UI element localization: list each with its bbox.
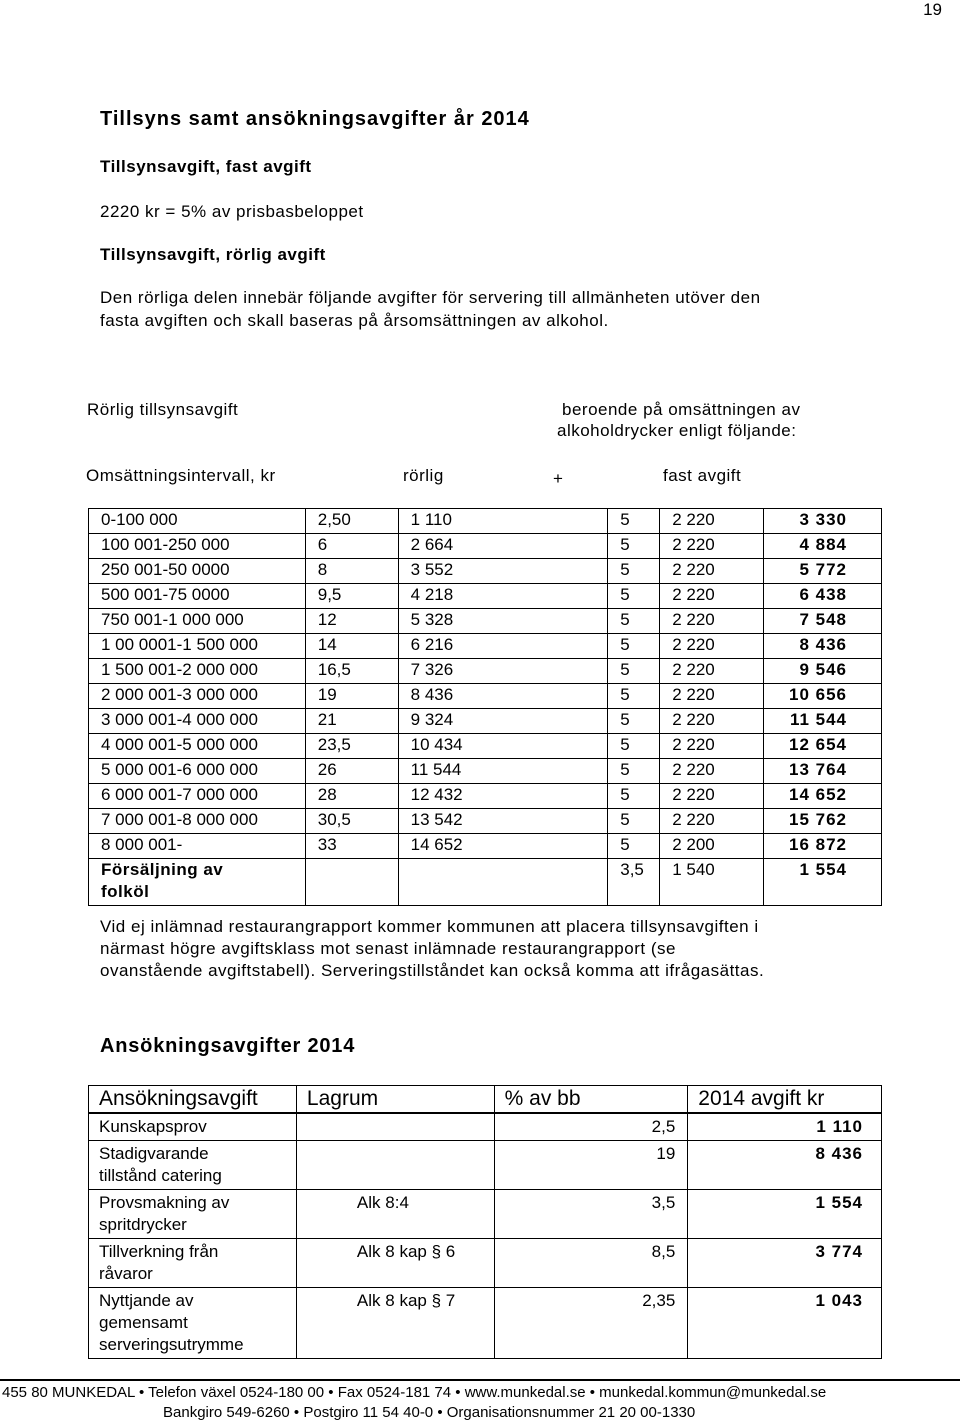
table-header-row bbox=[89, 1086, 882, 1114]
fixed-fee-cell: 2 220 bbox=[660, 759, 764, 784]
percent-cell: 3,5 bbox=[494, 1190, 688, 1239]
table-row bbox=[89, 709, 882, 734]
percent-cell: 8,5 bbox=[494, 1239, 688, 1288]
fixed-percent-cell: 5 bbox=[608, 534, 660, 559]
note-line-2: närmast högre avgiftsklass mot senast inlämnade restaurangrapport (se bbox=[100, 939, 676, 958]
total-fee-cell: 14 652 bbox=[764, 784, 882, 809]
fixed-percent-cell: 5 bbox=[608, 709, 660, 734]
variable-percent-cell: 21 bbox=[305, 709, 398, 734]
table-row bbox=[89, 1141, 882, 1190]
table-row bbox=[89, 634, 882, 659]
variable-fee-cell: 13 542 bbox=[398, 809, 608, 834]
variable-percent-cell: 14 bbox=[305, 634, 398, 659]
variable-fee-cell: 7 326 bbox=[398, 659, 608, 684]
fee-name-line: gemensamt bbox=[99, 1313, 188, 1332]
variable-percent-cell: 9,5 bbox=[305, 584, 398, 609]
fixed-fee-cell: 2 220 bbox=[660, 684, 764, 709]
variable-fee-paragraph-line-2: fasta avgiften och skall baseras på årsomsättningen av alkohol. bbox=[100, 311, 609, 330]
table-row bbox=[89, 659, 882, 684]
fee-name-cell bbox=[89, 1190, 297, 1239]
variable-fee-cell: 8 436 bbox=[398, 684, 608, 709]
column-fixed-label: fast avgift bbox=[663, 466, 742, 485]
note-paragraph bbox=[100, 916, 880, 982]
column-plus-sign: + bbox=[553, 469, 563, 488]
table-row bbox=[89, 609, 882, 634]
percent-cell: 2,35 bbox=[494, 1288, 688, 1359]
column-header: 2014 avgift kr bbox=[688, 1086, 882, 1114]
column-header: % av bb bbox=[494, 1086, 688, 1114]
fixed-percent-cell: 5 bbox=[608, 684, 660, 709]
fixed-fee-cell: 2 220 bbox=[660, 659, 764, 684]
application-fee-table bbox=[88, 1085, 882, 1359]
interval-cell: 0-100 000 bbox=[89, 509, 306, 534]
table-row-folkol bbox=[89, 859, 882, 906]
table-row bbox=[89, 759, 882, 784]
variable-percent-cell: 19 bbox=[305, 684, 398, 709]
fixed-fee-cell: 2 200 bbox=[660, 834, 764, 859]
footer-contact-line: 455 80 MUNKEDAL • Telefon växel 0524-180 00 • Fax 0524-181 74 • www.munkedal.se • munkedal.kommun@munkedal.se bbox=[2, 1384, 827, 1401]
interval-cell: 1 00 0001-1 500 000 bbox=[89, 634, 306, 659]
total-fee-cell: 6 438 bbox=[764, 584, 882, 609]
fixed-fee-cell: 1 540 bbox=[660, 859, 764, 906]
total-fee-cell: 13 764 bbox=[764, 759, 882, 784]
column-interval-label: Omsättningsintervall, kr bbox=[86, 466, 276, 485]
fee-amount-cell: 1 043 bbox=[688, 1288, 882, 1359]
column-header: Lagrum bbox=[296, 1086, 494, 1114]
table-row bbox=[89, 534, 882, 559]
total-fee-cell: 15 762 bbox=[764, 809, 882, 834]
variable-fee-cell: 10 434 bbox=[398, 734, 608, 759]
variable-fee-cell: 11 544 bbox=[398, 759, 608, 784]
variable-fee-cell: 2 664 bbox=[398, 534, 608, 559]
table-row bbox=[89, 509, 882, 534]
interval-cell: 3 000 001-4 000 000 bbox=[89, 709, 306, 734]
column-variable-label: rörlig bbox=[403, 466, 444, 485]
table-row bbox=[89, 584, 882, 609]
fee-table bbox=[88, 508, 882, 906]
interval-cell: 2 000 001-3 000 000 bbox=[89, 684, 306, 709]
interval-cell: 250 001-50 0000 bbox=[89, 559, 306, 584]
empty-cell bbox=[398, 859, 608, 906]
fee-name-line: Provsmakning av bbox=[99, 1193, 230, 1212]
interval-cell: 6 000 001-7 000 000 bbox=[89, 784, 306, 809]
variable-percent-cell: 30,5 bbox=[305, 809, 398, 834]
fixed-percent-cell: 5 bbox=[608, 584, 660, 609]
variable-percent-cell: 6 bbox=[305, 534, 398, 559]
table-row bbox=[89, 809, 882, 834]
footer-bank-line: Bankgiro 549-6260 • Postgiro 11 54 40-0 • Organisationsnummer 21 20 00-1330 bbox=[163, 1404, 696, 1421]
law-cell bbox=[296, 1141, 494, 1190]
variable-fee-cell: 6 216 bbox=[398, 634, 608, 659]
variable-fee-heading: Tillsynsavgift, rörlig avgift bbox=[100, 245, 326, 264]
percent-cell: 2,5 bbox=[494, 1113, 688, 1141]
variable-percent-cell: 26 bbox=[305, 759, 398, 784]
fixed-percent-cell: 5 bbox=[608, 784, 660, 809]
table-row bbox=[89, 684, 882, 709]
note-line-1: Vid ej inlämnad restaurangrapport kommer kommunen att placera tillsynsavgiften i bbox=[100, 917, 759, 936]
fixed-percent-cell: 5 bbox=[608, 834, 660, 859]
variable-fee-cell: 3 552 bbox=[398, 559, 608, 584]
table-row bbox=[89, 1239, 882, 1288]
fixed-fee-cell: 2 220 bbox=[660, 559, 764, 584]
total-fee-cell: 12 654 bbox=[764, 734, 882, 759]
variable-fee-basis-line-2: alkoholdrycker enligt följande: bbox=[557, 421, 797, 440]
fee-name-line: spritdrycker bbox=[99, 1215, 187, 1234]
percent-cell: 3,5 bbox=[608, 859, 660, 906]
fee-name-cell bbox=[89, 1239, 297, 1288]
fixed-fee-text: 2220 kr = 5% av prisbasbeloppet bbox=[100, 202, 364, 221]
variable-fee-label: Rörlig tillsynsavgift bbox=[87, 400, 239, 419]
fixed-fee-cell: 2 220 bbox=[660, 584, 764, 609]
note-line-3: ovanstående avgiftstabell). Serveringstillståndet kan också komma att ifrågasättas. bbox=[100, 961, 765, 980]
interval-cell: 500 001-75 0000 bbox=[89, 584, 306, 609]
table-row bbox=[89, 834, 882, 859]
total-fee-cell: 7 548 bbox=[764, 609, 882, 634]
fixed-fee-cell: 2 220 bbox=[660, 709, 764, 734]
table-row bbox=[89, 559, 882, 584]
variable-percent-cell: 2,50 bbox=[305, 509, 398, 534]
fixed-fee-cell: 2 220 bbox=[660, 784, 764, 809]
law-cell: Alk 8:4 bbox=[296, 1190, 494, 1239]
fee-amount-cell: 1 110 bbox=[688, 1113, 882, 1141]
variable-fee-cell: 14 652 bbox=[398, 834, 608, 859]
fixed-percent-cell: 5 bbox=[608, 559, 660, 584]
fee-name-line: Nyttjande av bbox=[99, 1291, 194, 1310]
footer-divider bbox=[0, 1379, 960, 1381]
fixed-percent-cell: 5 bbox=[608, 759, 660, 784]
fee-amount-cell: 1 554 bbox=[688, 1190, 882, 1239]
total-fee-cell: 4 884 bbox=[764, 534, 882, 559]
variable-fee-paragraph-line-1: Den rörliga delen innebär följande avgifter för servering till allmänheten utöver den bbox=[100, 288, 761, 307]
fee-name-line: Kunskapsprov bbox=[99, 1117, 207, 1136]
interval-cell: 5 000 001-6 000 000 bbox=[89, 759, 306, 784]
fixed-fee-cell: 2 220 bbox=[660, 734, 764, 759]
interval-cell: 100 001-250 000 bbox=[89, 534, 306, 559]
fee-amount-cell: 8 436 bbox=[688, 1141, 882, 1190]
empty-cell bbox=[305, 859, 398, 906]
variable-percent-cell: 8 bbox=[305, 559, 398, 584]
total-fee-cell: 16 872 bbox=[764, 834, 882, 859]
interval-cell: 750 001-1 000 000 bbox=[89, 609, 306, 634]
fixed-fee-cell: 2 220 bbox=[660, 509, 764, 534]
fee-label-cell: Försäljning av folköl bbox=[89, 859, 306, 906]
column-header: Ansökningsavgift bbox=[89, 1086, 297, 1114]
fixed-percent-cell: 5 bbox=[608, 734, 660, 759]
fee-name-cell bbox=[89, 1288, 297, 1359]
table-row bbox=[89, 784, 882, 809]
fixed-percent-cell: 5 bbox=[608, 659, 660, 684]
fixed-fee-cell: 2 220 bbox=[660, 609, 764, 634]
law-cell: Alk 8 kap § 7 bbox=[296, 1288, 494, 1359]
table-row bbox=[89, 1113, 882, 1141]
total-fee-cell: 11 544 bbox=[764, 709, 882, 734]
variable-fee-cell: 12 432 bbox=[398, 784, 608, 809]
interval-cell: 7 000 001-8 000 000 bbox=[89, 809, 306, 834]
variable-fee-cell: 5 328 bbox=[398, 609, 608, 634]
total-fee-cell: 9 546 bbox=[764, 659, 882, 684]
fixed-fee-cell: 2 220 bbox=[660, 634, 764, 659]
fee-name-cell bbox=[89, 1141, 297, 1190]
fee-name-line: råvaror bbox=[99, 1264, 153, 1283]
fixed-fee-cell: 2 220 bbox=[660, 809, 764, 834]
percent-cell: 19 bbox=[494, 1141, 688, 1190]
page-number: 19 bbox=[923, 0, 942, 19]
table-row bbox=[89, 1190, 882, 1239]
law-cell: Alk 8 kap § 6 bbox=[296, 1239, 494, 1288]
interval-cell: 8 000 001- bbox=[89, 834, 306, 859]
page-title: Tillsyns samt ansökningsavgifter år 2014 bbox=[100, 108, 530, 130]
fixed-percent-cell: 5 bbox=[608, 609, 660, 634]
fee-name-line: Stadigvarande bbox=[99, 1144, 209, 1163]
fee-name-line: tillstånd catering bbox=[99, 1166, 222, 1185]
variable-fee-cell: 4 218 bbox=[398, 584, 608, 609]
table-row bbox=[89, 734, 882, 759]
variable-fee-cell: 1 110 bbox=[398, 509, 608, 534]
fixed-percent-cell: 5 bbox=[608, 634, 660, 659]
variable-percent-cell: 23,5 bbox=[305, 734, 398, 759]
total-fee-cell: 3 330 bbox=[764, 509, 882, 534]
fixed-percent-cell: 5 bbox=[608, 509, 660, 534]
total-fee-cell: 10 656 bbox=[764, 684, 882, 709]
fee-amount-cell: 3 774 bbox=[688, 1239, 882, 1288]
fee-name-cell bbox=[89, 1113, 297, 1141]
variable-percent-cell: 16,5 bbox=[305, 659, 398, 684]
table-row bbox=[89, 1288, 882, 1359]
variable-fee-basis-line-1: beroende på omsättningen av bbox=[562, 400, 801, 419]
application-fees-heading: Ansökningsavgifter 2014 bbox=[100, 1035, 356, 1057]
variable-percent-cell: 12 bbox=[305, 609, 398, 634]
fixed-percent-cell: 5 bbox=[608, 809, 660, 834]
total-fee-cell: 1 554 bbox=[764, 859, 882, 906]
variable-percent-cell: 28 bbox=[305, 784, 398, 809]
variable-fee-cell: 9 324 bbox=[398, 709, 608, 734]
fixed-fee-cell: 2 220 bbox=[660, 534, 764, 559]
fee-name-line: Tillverkning från bbox=[99, 1242, 219, 1261]
fee-name-line: serveringsutrymme bbox=[99, 1335, 244, 1354]
fixed-fee-heading: Tillsynsavgift, fast avgift bbox=[100, 157, 312, 176]
law-cell bbox=[296, 1113, 494, 1141]
total-fee-cell: 5 772 bbox=[764, 559, 882, 584]
variable-percent-cell: 33 bbox=[305, 834, 398, 859]
interval-cell: 4 000 001-5 000 000 bbox=[89, 734, 306, 759]
total-fee-cell: 8 436 bbox=[764, 634, 882, 659]
interval-cell: 1 500 001-2 000 000 bbox=[89, 659, 306, 684]
